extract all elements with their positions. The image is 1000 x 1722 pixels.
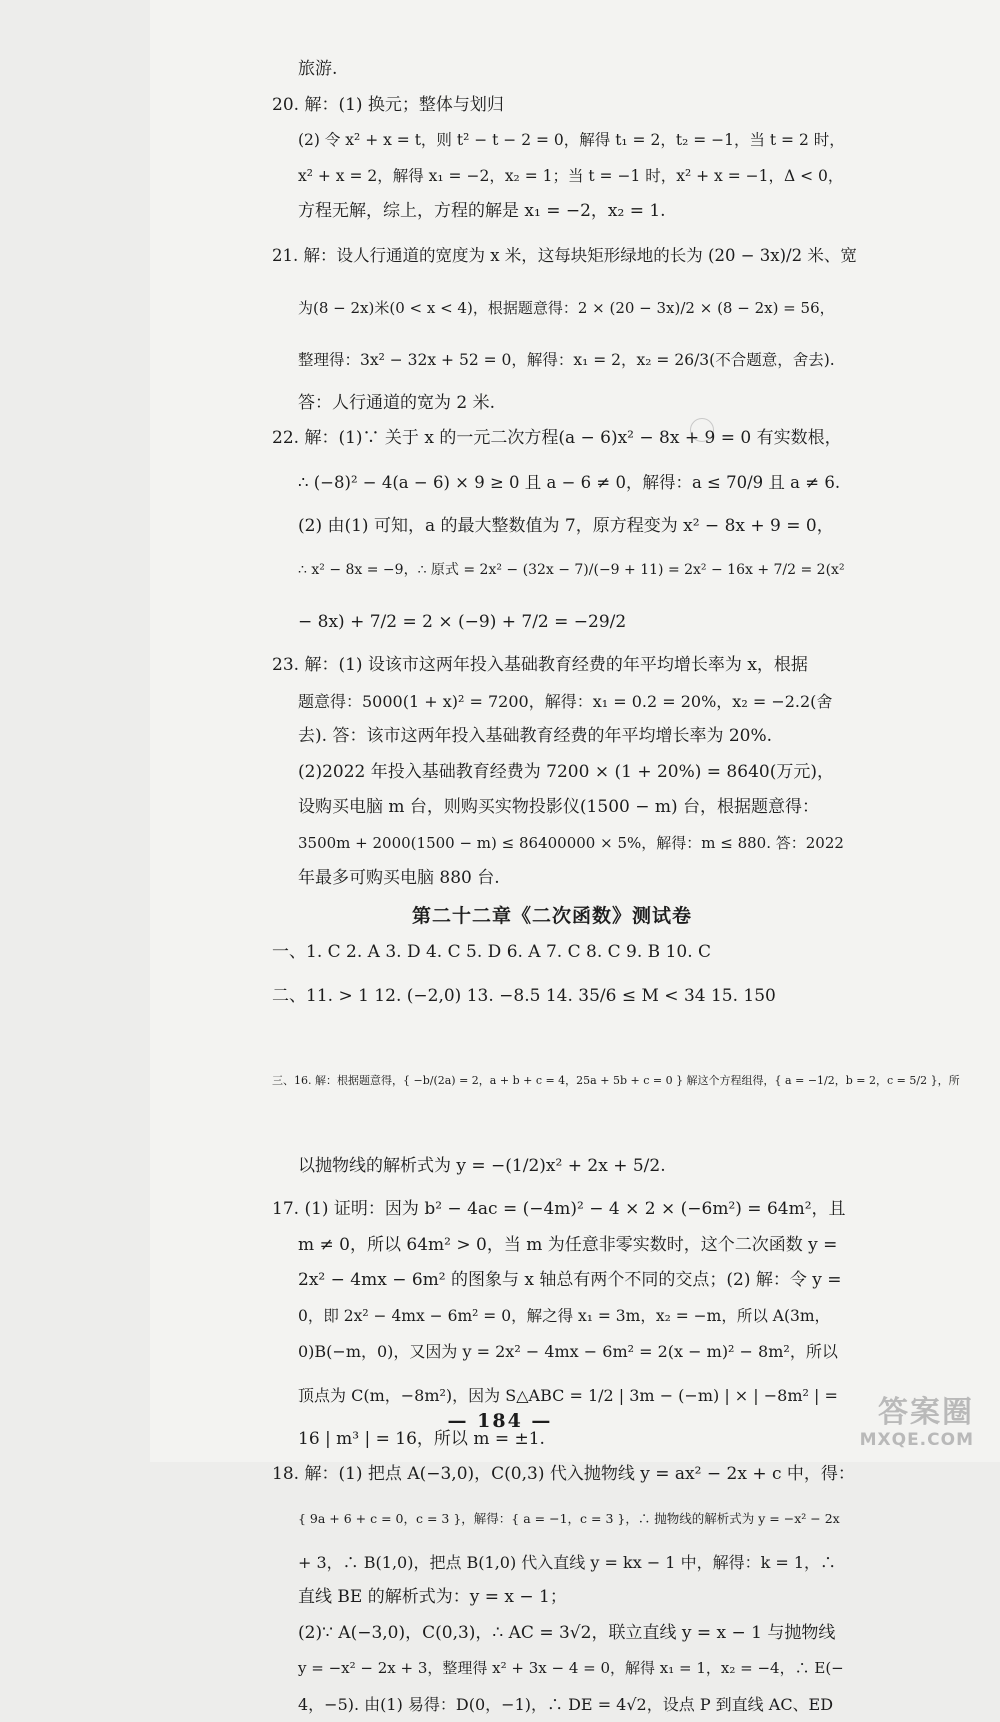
text-line: 顶点为 C(m，−8m²)，因为 S△ABC = 1/2 | 3m − (−m) | × | −8m² | = bbox=[272, 1370, 832, 1422]
text-line: 一、1. C 2. A 3. D 4. C 5. D 6. A 7. C 8. C 9. B 10. C bbox=[272, 935, 832, 971]
text-line: ∴ x² − 8x = −9，∴ 原式 = 2x² − (32x − 7)/(−9 + 11) = 2x² − 16x + 7/2 = 2(x² bbox=[272, 544, 832, 596]
text-line: (2) 令 x² + x = t，则 t² − t − 2 = 0，解得 t₁ = 2，t₂ = −1，当 t = 2 时， bbox=[272, 123, 832, 159]
text-line: 22. 解：(1)∵ 关于 x 的一元二次方程(a − 6)x² − 8x + 9 = 0 有实数根， bbox=[272, 421, 832, 457]
text-line: 0，即 2x² − 4mx − 6m² = 0，解之得 x₁ = 3m，x₂ = −m，所以 A(3m， bbox=[272, 1299, 832, 1335]
text-line: 0)B(−m，0)，又因为 y = 2x² − 4mx − 6m² = 2(x − m)² − 8m²，所以 bbox=[272, 1334, 832, 1370]
text-line: 设购买电脑 m 台，则购买实物投影仪(1500 − m) 台，根据题意得： bbox=[272, 790, 832, 826]
text-line: 方程无解，综上，方程的解是 x₁ = −2，x₂ = 1. bbox=[272, 194, 832, 230]
answer-text bbox=[272, 52, 832, 1722]
text-line: 二、11. > 1 12. (−2,0) 13. −8.5 14. 35/6 ≤ M < 34 15. 150 bbox=[272, 970, 832, 1022]
text-line: 三、16. 解：根据题意得，{ −b/(2a) = 2，a + b + c = 4，25a + 5b + c = 0 } 解这个方程组得，{ a = −1/2，b = 2，c = 5/2 }，所 bbox=[272, 1022, 832, 1140]
text-line: 20. 解：(1) 换元；整体与划归 bbox=[272, 88, 832, 124]
text-line: (2)∵ A(−3,0)，C(0,3)，∴ AC = 3√2，联立直线 y = x − 1 与抛物线 bbox=[272, 1616, 832, 1652]
text-line: 整理得：3x² − 32x + 52 = 0，解得：x₁ = 2，x₂ = 26/3(不合题意，舍去). bbox=[272, 334, 832, 386]
text-line: 去). 答：该市这两年投入基础教育经费的年平均增长率为 20%. bbox=[272, 719, 832, 755]
text-line: 3500m + 2000(1500 − m) ≤ 86400000 × 5%，解得：m ≤ 880. 答：2022 bbox=[272, 826, 832, 862]
text-line: 答：人行通道的宽为 2 米. bbox=[272, 386, 832, 422]
text-line: { 9a + 6 + c = 0，c = 3 }，解得：{ a = −1，c = 3 }，∴ 抛物线的解析式为 y = −x² − 2x bbox=[272, 1493, 832, 1545]
text-line: 为(8 − 2x)米(0 < x < 4)，根据题意得：2 × (20 − 3x)/2 × (8 − 2x) = 56， bbox=[272, 282, 832, 334]
text-line: y = −x² − 2x + 3，整理得 x² + 3x − 4 = 0，解得 x₁ = 1，x₂ = −4，∴ E(− bbox=[272, 1651, 832, 1687]
text-line: 4，−5). 由(1) 易得：D(0，−1)，∴ DE = 4√2，设点 P 到直线 AC、ED bbox=[272, 1687, 832, 1722]
chapter-title: 第二十二章《二次函数》测试卷 bbox=[272, 897, 832, 935]
text-line: 以抛物线的解析式为 y = −(1/2)x² + 2x + 5/2. bbox=[272, 1140, 832, 1192]
text-line: 旅游. bbox=[272, 52, 832, 88]
text-line: 题意得：5000(1 + x)² = 7200，解得：x₁ = 0.2 = 20%，x₂ = −2.2(舍 bbox=[272, 684, 832, 720]
text-line: 21. 解：设人行通道的宽度为 x 米，这每块矩形绿地的长为 (20 − 3x)/2 米、宽 bbox=[272, 230, 832, 282]
text-line: 年最多可购买电脑 880 台. bbox=[272, 861, 832, 897]
watermark-site: MXQE.COM bbox=[824, 1430, 974, 1450]
watermark-mark: 答案圈 bbox=[824, 1396, 974, 1430]
text-line: ∴ (−8)² − 4(a − 6) × 9 ≥ 0 且 a − 6 ≠ 0，解得：a ≤ 70/9 且 a ≠ 6. bbox=[272, 457, 832, 509]
text-line: (2) 由(1) 可知，a 的最大整数值为 7，原方程变为 x² − 8x + 9 = 0， bbox=[272, 509, 832, 545]
text-line: 23. 解：(1) 设该市这两年投入基础教育经费的年平均增长率为 x，根据 bbox=[272, 648, 832, 684]
text-line: 18. 解：(1) 把点 A(−3,0)，C(0,3) 代入抛物线 y = ax² − 2x + c 中，得： bbox=[272, 1457, 832, 1493]
text-line: (2)2022 年投入基础教育经费为 7200 × (1 + 20%) = 8640(万元)， bbox=[272, 755, 832, 791]
text-line: + 3，∴ B(1,0)，把点 B(1,0) 代入直线 y = kx − 1 中，解得：k = 1，∴ bbox=[272, 1545, 832, 1581]
watermark-logo bbox=[824, 1396, 974, 1456]
text-line: 16 | m³ | = 16，所以 m = ±1. bbox=[272, 1422, 832, 1458]
text-line: 17. (1) 证明：因为 b² − 4ac = (−4m)² − 4 × 2 × (−6m²) = 64m²，且 bbox=[272, 1192, 832, 1228]
page-number: — 184 — bbox=[0, 1410, 1000, 1432]
text-line: − 8x) + 7/2 = 2 × (−9) + 7/2 = −29/2 bbox=[272, 596, 832, 648]
text-line: x² + x = 2，解得 x₁ = −2，x₂ = 1；当 t = −1 时，x² + x = −1，Δ < 0， bbox=[272, 159, 832, 195]
text-line: 2x² − 4mx − 6m² 的图象与 x 轴总有两个不同的交点；(2) 解：令 y = bbox=[272, 1263, 832, 1299]
text-line: m ≠ 0，所以 64m² > 0，当 m 为任意非零实数时，这个二次函数 y = bbox=[272, 1228, 832, 1264]
text-line: 直线 BE 的解析式为：y = x − 1； bbox=[272, 1580, 832, 1616]
